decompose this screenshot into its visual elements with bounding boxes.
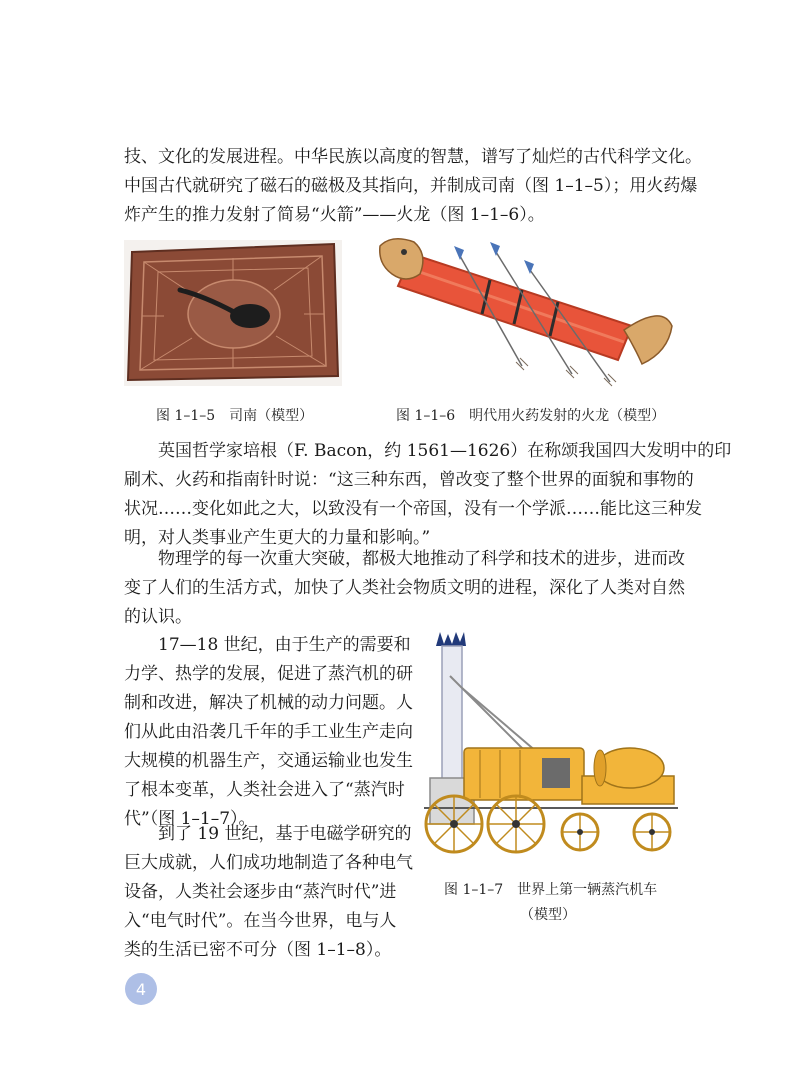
caption-fig-1-1-7: 图 1–1–7 世界上第一辆蒸汽机车 [444, 882, 658, 898]
text-line: 中国古代就研究了磁石的磁极及其指向，并制成司南（图 1–1–5）；用火药爆 [124, 176, 698, 196]
paragraph-steam-age [124, 631, 414, 834]
paragraph-physics-breakthrough [124, 545, 685, 632]
caption-fig-1-1-6: 图 1–1–6 明代用火药发射的火龙（模型） [396, 408, 666, 424]
caption-fig-1-1-5: 图 1–1–5 司南（模型） [156, 408, 314, 424]
text-line: 大规模的机器生产，交通运输业也发生 [124, 751, 413, 771]
text-line: 代”（图 1–1–7）。 [124, 809, 256, 829]
text-line: 17—18 世纪，由于生产的需要和 [158, 635, 411, 655]
figure-fire-dragon [372, 234, 682, 394]
text-line: 设备，人类社会逐步由“蒸汽时代”进 [124, 882, 397, 902]
text-line: 入“电气时代”。在当今世界，电与人 [124, 911, 397, 931]
text-line: 技、文化的发展进程。中华民族以高度的智慧，谱写了灿烂的古代科学文化。 [124, 147, 702, 167]
paragraph-bacon-quote [124, 437, 732, 553]
page-number-badge: 4 [125, 973, 157, 1005]
text-line: 变了人们的生活方式，加快了人类社会物质文明的进程，深化了人类对自然 [124, 578, 685, 598]
figure-steam-locomotive [420, 628, 682, 864]
text-line: 的认识。 [124, 607, 192, 627]
paragraph-intro [124, 143, 702, 230]
text-line: 类的生活已密不可分（图 1–1–8）。 [124, 940, 392, 960]
text-line: 了根本变革，人类社会进入了“蒸汽时 [124, 780, 405, 800]
steam-locomotive-image [420, 628, 682, 864]
paragraph-electric-age [124, 820, 414, 965]
text-line: 物理学的每一次重大突破，都极大地推动了科学和技术的进步，进而改 [158, 549, 685, 569]
text-line: 英国哲学家培根（F. Bacon，约 1561—1626）在称颂我国四大发明中的印 [158, 441, 732, 461]
caption-fig-1-1-7-model: （模型） [520, 907, 576, 923]
text-line: 炸产生的推力发射了简易“火箭”——火龙（图 1–1–6）。 [124, 205, 545, 225]
text-line: 到了 19 世纪，基于电磁学研究的 [158, 824, 412, 844]
fire-dragon-image [372, 234, 682, 394]
text-line: 刷术、火药和指南针时说：“这三种东西，曾改变了整个世界的面貌和事物的 [124, 470, 694, 490]
text-line: 巨大成就，人们成功地制造了各种电气 [124, 853, 413, 873]
text-line: 明，对人类事业产生更大的力量和影响。” [124, 528, 431, 548]
sinan-compass-image [124, 240, 342, 386]
figure-sinan-compass [124, 240, 342, 386]
text-line: 状况……变化如此之大，以致没有一个帝国，没有一个学派……能比这三种发 [124, 499, 702, 519]
text-line: 制和改进，解决了机械的动力问题。人 [124, 693, 413, 713]
text-line: 们从此由沿袭几千年的手工业生产走向 [124, 722, 413, 742]
text-line: 力学、热学的发展，促进了蒸汽机的研 [124, 664, 413, 684]
